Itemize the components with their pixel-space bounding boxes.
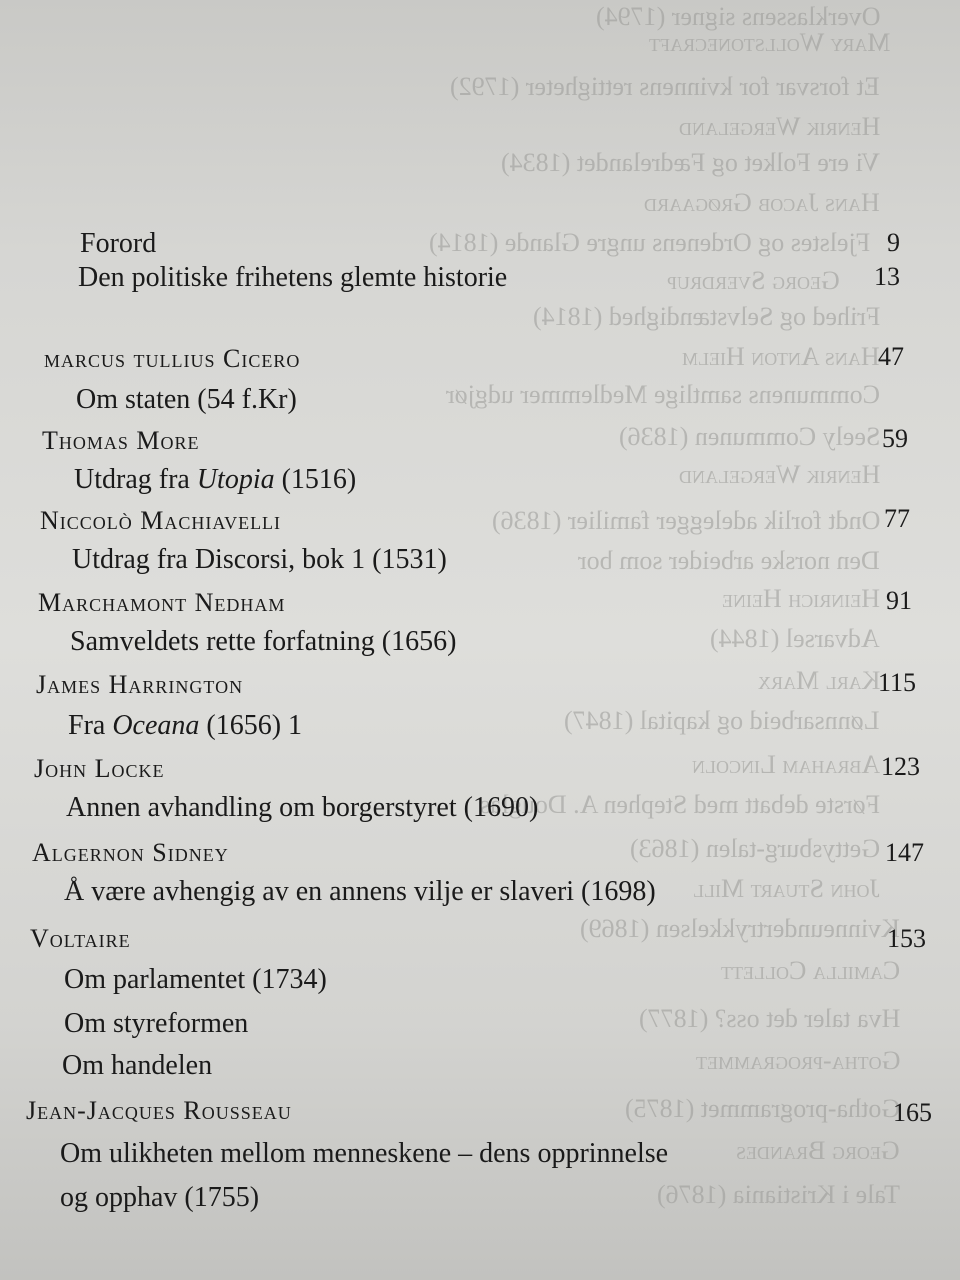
toc-title [74,464,356,496]
toc-author: Voltaire [30,924,131,953]
bleed-through-line: Lønnsarbeid og kapital (1847) [564,706,880,735]
page-number: 47 [878,342,904,371]
page-number: 165 [893,1098,932,1127]
bleed-through-line: Frihed og Selvstændighed (1814) [532,302,880,331]
bleed-through-line: Henrik Wergeland [678,460,880,489]
toc-title [68,710,302,742]
bleed-through-line: Abraham Lincoln [691,750,880,779]
toc-title-text: Fra [68,710,113,741]
toc-author: marcus tullius Cicero [44,344,301,373]
toc-title: Den politiske frihetens glemte historie [78,262,508,293]
toc-author: Niccolò Machiavelli [40,506,282,535]
bleed-through-line: Et forsvar for kvinnens rettigheter (1792) [450,72,880,101]
page-number: 147 [885,838,924,867]
bleed-through-line: Gotha-programmet (1875) [624,1094,900,1123]
bleed-through-line: Mary Wollstonecraft [648,28,890,57]
page-number: 153 [887,924,926,953]
bleed-through-line: Ondt forlik adelegger familier (1836) [491,506,880,535]
bleed-through-line: Fjelstes og Ordenens ungre Glande (1814) [428,228,870,257]
toc-title: Forord [80,228,157,259]
toc-title: Om handelen [62,1050,213,1081]
page-number: 77 [884,504,910,533]
bleed-through-line: Camilla Collett [720,956,900,985]
bleed-through-line: Kvinneundertrykkelsen (1869) [580,914,900,943]
toc-title: Annen avhandling om borgerstyret (1690) [66,792,539,823]
page-number: 59 [882,424,908,453]
bleed-through-line: Seely Communen (1836) [618,422,880,451]
toc-author: Thomas More [42,426,200,455]
bleed-through-line: Hva taler det oss? (1877) [638,1004,900,1033]
toc-title: Å være avhengig av en annens vilje er slaveri (1698) [64,876,656,907]
toc-title: Om styreformen [64,1008,249,1039]
toc-title: Om ulikheten mellom menneskene – dens opprinnelse [60,1138,669,1169]
page-number: 91 [886,586,912,615]
page-number: 9 [887,228,900,257]
toc-title: Utdrag fra Discorsi, bok 1 (1531) [72,544,447,575]
bleed-through-line: Georg Brandes [736,1136,900,1165]
toc-title: Om staten (54 f.Kr) [76,384,297,415]
bleed-through-line: Første debatt med Stephen A. Douglas [479,790,880,819]
toc-title-year: (1656) 1 [199,710,303,741]
toc-title-italic: Oceana [112,710,200,741]
bleed-through-line: Advarsel (1844) [710,624,880,653]
toc-title-text: Utdrag fra [74,464,197,495]
bleed-through-line: Georg Sverdrup [667,266,840,295]
page-number: 115 [877,668,916,697]
toc-title: Samveldets rette forfatning (1656) [70,626,457,657]
bleed-through-line: John Stuart Mill [693,874,880,903]
bleed-through-line: Tale i Kristiania (1876) [657,1180,900,1209]
toc-author: Algernon Sidney [32,838,229,867]
toc-title-year: (1516) [274,464,357,495]
bleed-through-line: Heinrich Heine [721,584,880,613]
toc-title-italic: Utopia [196,464,275,495]
bleed-through-line: Den norske arbeider som bor [578,546,880,575]
page-number: 123 [881,752,920,781]
bleed-through-line: Karl Marx [757,666,880,695]
bleed-through-line: Hans Jacob Grøgaard [644,188,880,217]
toc-author: Marchamont Nedham [38,588,286,617]
bleed-through-line: Hans Anton Hielm [682,342,880,371]
bleed-through-line: Gotha-programmet [695,1046,900,1075]
bleed-through-line: Vi ere Folket og Fædrelandet (1834) [501,148,880,177]
bleed-through-line: Henrik Wergeland [678,112,880,141]
toc-title: og opphav (1755) [60,1182,260,1213]
page-number: 13 [874,262,900,291]
toc-title: Om parlamentet (1734) [64,964,327,995]
bleed-through-line: Communens samtlige Medlemmer udgjør [446,380,880,409]
bleed-through-line: Gettysburg-talen (1863) [629,834,880,863]
toc-author: James Harrington [36,670,244,699]
toc-author: John Locke [34,754,165,783]
bleed-through-line: Overklassens signer (1794) [595,2,880,31]
toc-author: Jean-Jacques Rousseau [26,1096,292,1125]
